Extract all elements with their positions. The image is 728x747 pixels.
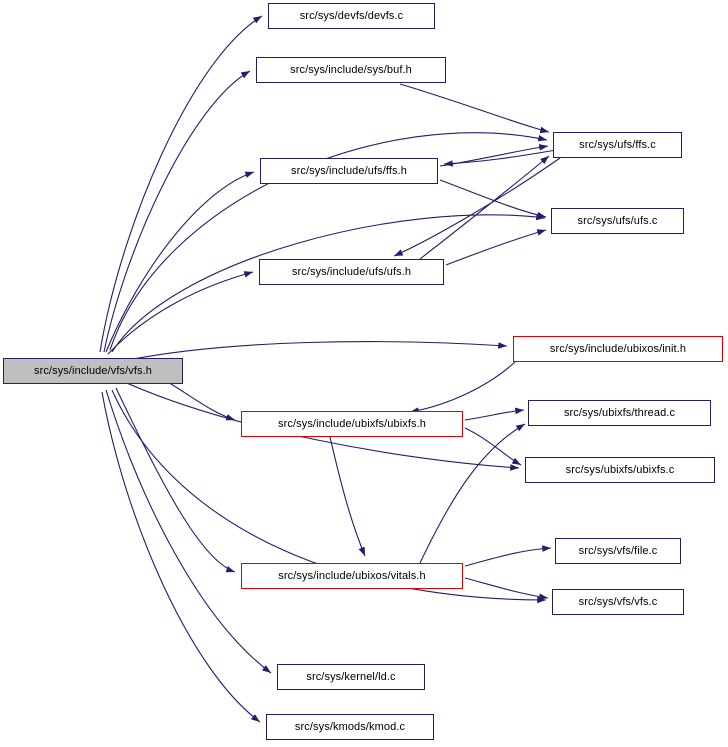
node-src-sys-ubixfs-thread-c[interactable]: src/sys/ubixfs/thread.c: [528, 400, 711, 426]
node-src-sys-ubixfs-ubixfs-c[interactable]: src/sys/ubixfs/ubixfs.c: [525, 457, 715, 483]
node-src-sys-ufs-ufs-c[interactable]: src/sys/ufs/ufs.c: [551, 208, 684, 234]
node-src-sys-kernel-ld-c[interactable]: src/sys/kernel/ld.c: [277, 664, 425, 690]
node-src-sys-include-ubixos-vitals-h[interactable]: src/sys/include/ubixos/vitals.h: [241, 563, 463, 589]
node-src-sys-include-ubixos-init-h[interactable]: src/sys/include/ubixos/init.h: [513, 336, 723, 362]
node-src-sys-vfs-file-c[interactable]: src/sys/vfs/file.c: [555, 538, 681, 564]
node-src-sys-include-vfs-vfs-h[interactable]: src/sys/include/vfs/vfs.h: [3, 358, 183, 384]
node-src-sys-devfs-devfs-c[interactable]: src/sys/devfs/devfs.c: [268, 3, 435, 29]
node-src-sys-include-ufs-ffs-h[interactable]: src/sys/include/ufs/ffs.h: [260, 158, 438, 184]
node-src-sys-include-ubixfs-ubixfs-h[interactable]: src/sys/include/ubixfs/ubixfs.h: [241, 411, 463, 437]
node-src-sys-include-sys-buf-h[interactable]: src/sys/include/sys/buf.h: [256, 57, 446, 83]
node-src-sys-vfs-vfs-c[interactable]: src/sys/vfs/vfs.c: [552, 589, 684, 615]
node-src-sys-kmods-kmod-c[interactable]: src/sys/kmods/kmod.c: [266, 714, 434, 740]
node-src-sys-include-ufs-ufs-h[interactable]: src/sys/include/ufs/ufs.h: [259, 259, 444, 285]
node-src-sys-ufs-ffs-c[interactable]: src/sys/ufs/ffs.c: [553, 132, 682, 158]
